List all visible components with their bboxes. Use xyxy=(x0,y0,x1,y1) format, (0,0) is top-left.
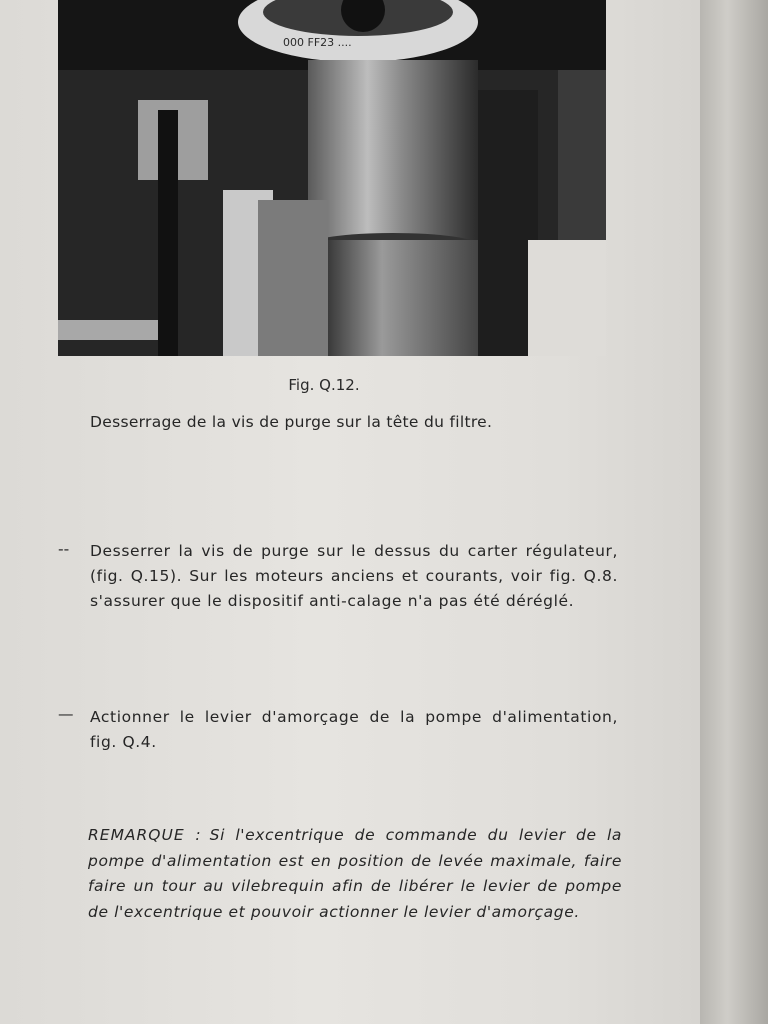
step-2-text: Actionner le levier d'amorçage de la pompe d'alimentation, fig. Q.4. xyxy=(90,708,618,751)
step-1-text: Desserrer la vis de purge sur le dessus du carter régulateur, (fig. Q.15). Sur les moteurs anciens et courants, voir fig. Q.8. s'assurer que le dispositif anti-calage n'a pas été déréglé. xyxy=(90,542,618,610)
filter-head-photo xyxy=(58,0,606,356)
remark-paragraph xyxy=(88,823,622,925)
figure-label xyxy=(0,376,640,394)
page-edge xyxy=(700,0,768,1024)
remark-label: REMARQUE : xyxy=(88,826,202,844)
svg-text:000 FF23 ....: 000 FF23 .... xyxy=(283,36,352,49)
step-1-dash: -- xyxy=(58,540,70,558)
figure-caption: Desserrage de la vis de purge sur la tête du filtre. xyxy=(90,413,493,431)
step-2-dash: — xyxy=(58,705,74,723)
remark-text: Si l'excentrique de commande du levier de la pompe d'alimentation est en position de levée maximale, faire faire un tour au vilebrequin afin de libérer le levier de pompe de l'excentrique et pouvoir actionner le levier d'amorçage. xyxy=(88,826,622,921)
figure-label-text: Fig. Q.12. xyxy=(288,376,360,394)
